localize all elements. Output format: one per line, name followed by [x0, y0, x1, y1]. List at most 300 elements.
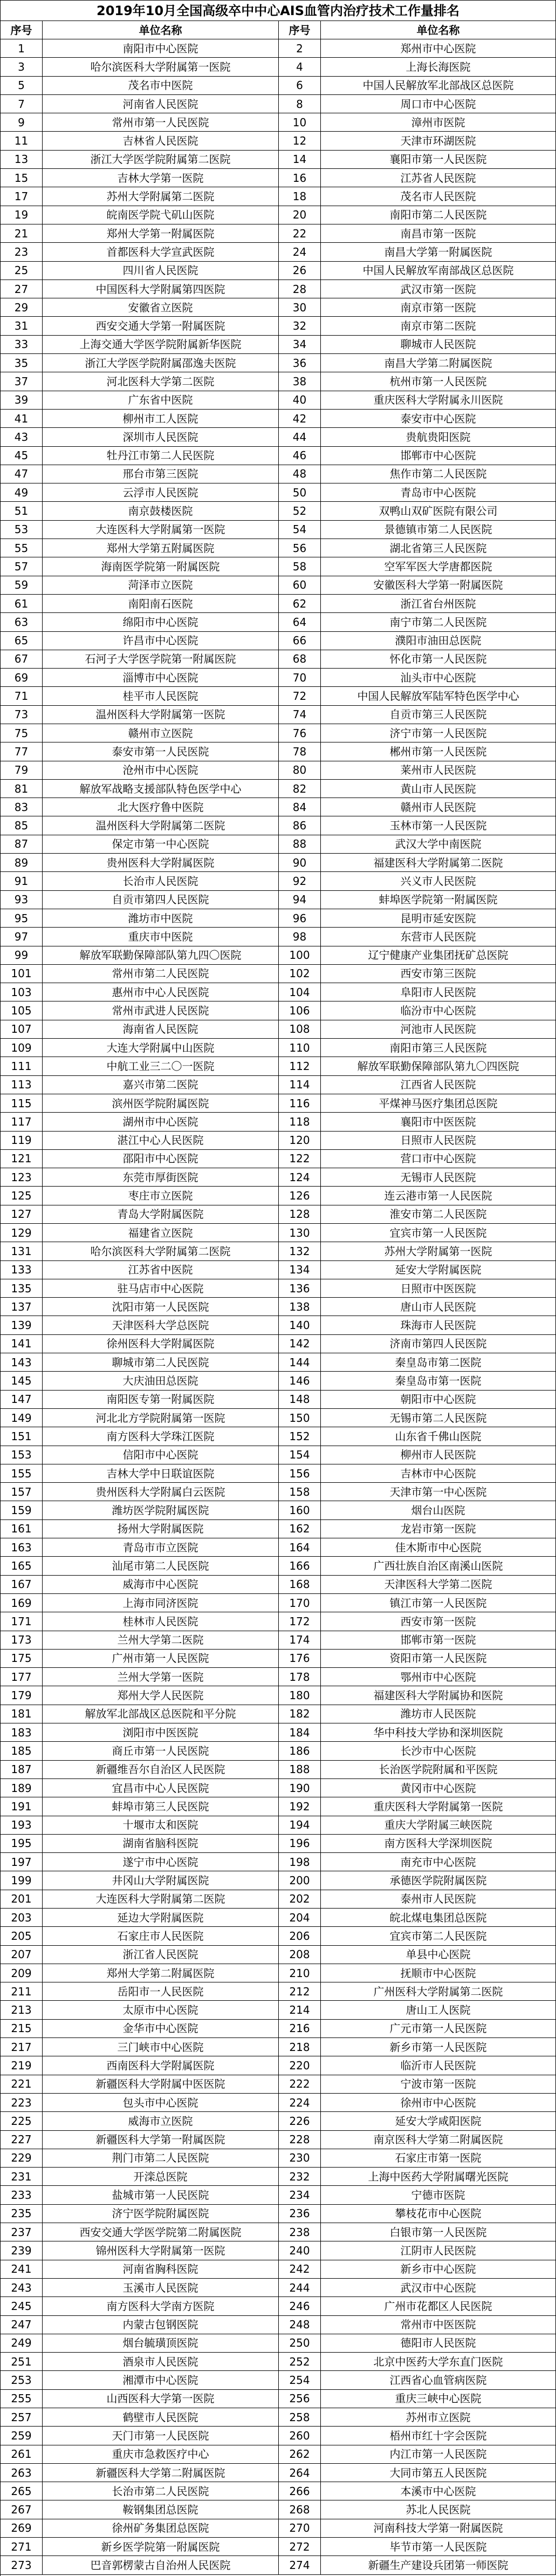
hospital-name-cell: 临汾市中心医院 [321, 1001, 556, 1020]
rank-cell: 29 [1, 298, 43, 317]
hospital-name-cell: 焦作市第二人民医院 [321, 465, 556, 483]
hospital-name-cell: 天津市环湖医院 [321, 132, 556, 150]
rank-cell: 254 [279, 2371, 321, 2389]
table-row [1, 1520, 556, 1538]
rank-cell: 207 [1, 1946, 43, 1964]
table-row [1, 1335, 556, 1353]
hospital-name-cell: 中国医科大学附属第四医院 [43, 280, 279, 298]
hospital-name-cell: 武汉市中心医院 [321, 2279, 556, 2297]
rank-cell: 108 [279, 1020, 321, 1039]
table-row [1, 224, 556, 243]
table-row [1, 891, 556, 909]
rank-cell: 77 [1, 742, 43, 761]
rank-cell: 153 [1, 1446, 43, 1464]
table-row [1, 95, 556, 113]
rank-cell: 49 [1, 483, 43, 502]
hospital-name-cell: 河北北方学院附属第一医院 [43, 1409, 279, 1427]
rank-cell: 194 [279, 1816, 321, 1835]
rank-cell: 53 [1, 521, 43, 539]
hospital-name-cell: 蚌埠市第三人民医院 [43, 1797, 279, 1816]
rank-cell: 12 [279, 132, 321, 150]
rank-cell: 14 [279, 151, 321, 169]
hospital-name-cell: 中国人民解放军北部战区总医院 [321, 77, 556, 95]
table-row [1, 650, 556, 669]
table-row [1, 2519, 556, 2538]
rank-cell: 20 [279, 206, 321, 224]
rank-cell: 185 [1, 1742, 43, 1760]
rank-cell: 59 [1, 576, 43, 595]
rank-cell: 62 [279, 595, 321, 613]
table-row [1, 2131, 556, 2149]
hospital-name-cell: 邢台市第三医院 [43, 465, 279, 483]
hospital-name-cell: 遂宁市中心医院 [43, 1853, 279, 1871]
rank-cell: 107 [1, 1020, 43, 1039]
table-row [1, 39, 556, 58]
rank-cell: 86 [279, 816, 321, 835]
rank-cell: 74 [279, 706, 321, 724]
rank-cell: 187 [1, 1761, 43, 1779]
rank-cell: 22 [279, 224, 321, 243]
hospital-name-cell: 日照市中医医院 [321, 1279, 556, 1298]
table-row [1, 1187, 556, 1205]
rank-cell: 13 [1, 151, 43, 169]
rank-cell: 223 [1, 2094, 43, 2112]
table-row [1, 1538, 556, 1557]
hospital-name-cell: 宜昌市中心人民医院 [43, 1779, 279, 1797]
hospital-name-cell: 宁波市第一医院 [321, 2075, 556, 2094]
hospital-name-cell: 井冈山大学附属医院 [43, 1871, 279, 1890]
rank-cell: 46 [279, 447, 321, 465]
rank-cell: 271 [1, 2538, 43, 2556]
table-row [1, 1168, 556, 1187]
hospital-name-cell: 新疆医科大学附属中医医院 [43, 2075, 279, 2094]
hospital-name-cell: 华中科技大学协和深圳医院 [321, 1723, 556, 1742]
hospital-name-cell: 天津医科大学总医院 [43, 1316, 279, 1334]
table-row [1, 1279, 556, 1298]
hospital-name-cell: 杭州市第一人民医院 [321, 372, 556, 391]
hospital-name-cell: 郑州大学第二附属医院 [43, 1964, 279, 1982]
table-row [1, 1224, 556, 1242]
hospital-name-cell: 南阳南石医院 [43, 595, 279, 613]
rank-cell: 115 [1, 1094, 43, 1113]
rank-cell: 264 [279, 2464, 321, 2482]
rank-cell: 132 [279, 1242, 321, 1260]
rank-cell: 183 [1, 1723, 43, 1742]
header-name-right: 单位名称 [321, 21, 556, 39]
hospital-name-cell: 兰州大学第二医院 [43, 1631, 279, 1650]
rank-cell: 88 [279, 835, 321, 854]
hospital-name-cell: 唐山工人医院 [321, 2001, 556, 2019]
table-row [1, 983, 556, 1001]
hospital-name-cell: 龙岩市第一医院 [321, 1520, 556, 1538]
table-row [1, 1557, 556, 1575]
hospital-name-cell: 重庆三峡中心医院 [321, 2390, 556, 2408]
rank-cell: 249 [1, 2334, 43, 2353]
table-row [1, 1946, 556, 1964]
hospital-name-cell: 包头市中心医院 [43, 2094, 279, 2112]
hospital-name-cell: 武汉大学中南医院 [321, 835, 556, 854]
rank-cell: 259 [1, 2427, 43, 2445]
hospital-name-cell: 云浮市人民医院 [43, 483, 279, 502]
hospital-name-cell: 重庆大学附属三峡医院 [321, 1816, 556, 1835]
table-row [1, 2316, 556, 2334]
hospital-name-cell: 常州市第二人民医院 [43, 965, 279, 983]
rank-cell: 23 [1, 243, 43, 261]
table-row [1, 2390, 556, 2408]
rank-cell: 139 [1, 1316, 43, 1334]
rank-cell: 67 [1, 650, 43, 669]
rank-cell: 92 [279, 872, 321, 890]
hospital-name-cell: 苏州大学附属第二医院 [43, 187, 279, 206]
hospital-name-cell: 徐州矿务集团总医院 [43, 2519, 279, 2538]
hospital-name-cell: 苏州市立医院 [321, 2408, 556, 2427]
hospital-name-cell: 景德镇市第二人民医院 [321, 521, 556, 539]
hospital-name-cell: 山西医科大学第一医院 [43, 2390, 279, 2408]
rank-cell: 52 [279, 502, 321, 520]
table-row [1, 539, 556, 557]
table-row [1, 1909, 556, 1927]
hospital-name-cell: 新乡市第一人民医院 [321, 2038, 556, 2056]
rank-cell: 215 [1, 2020, 43, 2038]
table-row [1, 1631, 556, 1650]
table-row [1, 354, 556, 372]
rank-cell: 100 [279, 946, 321, 965]
hospital-name-cell: 哈尔滨医科大学附属第二医院 [43, 1242, 279, 1260]
table-row [1, 872, 556, 890]
table-row [1, 2260, 556, 2279]
hospital-name-cell: 石河子大学医学院第一附属医院 [43, 650, 279, 669]
hospital-name-cell: 商丘市第一人民医院 [43, 1742, 279, 1760]
rank-cell: 176 [279, 1650, 321, 1668]
table-row [1, 2445, 556, 2464]
hospital-name-cell: 桂林市人民医院 [43, 1612, 279, 1631]
rank-cell: 69 [1, 669, 43, 687]
hospital-name-cell: 江西省心血管病医院 [321, 2371, 556, 2389]
hospital-name-cell: 佳木斯市中心医院 [321, 1538, 556, 1557]
hospital-name-cell: 兴义市人民医院 [321, 872, 556, 890]
rank-cell: 43 [1, 428, 43, 446]
rank-cell: 121 [1, 1150, 43, 1168]
hospital-name-cell: 天津医科大学第二医院 [321, 1576, 556, 1594]
hospital-name-cell: 茂名市中医院 [43, 77, 279, 95]
hospital-name-cell: 河南省人民医院 [43, 95, 279, 113]
rank-cell: 131 [1, 1242, 43, 1260]
table-row [1, 946, 556, 965]
table-row [1, 1483, 556, 1501]
table-row [1, 1020, 556, 1039]
hospital-name-cell: 嘉兴市第二医院 [43, 1076, 279, 1094]
hospital-name-cell: 江苏省中医院 [43, 1261, 279, 1279]
rank-cell: 201 [1, 1890, 43, 1909]
rank-cell: 246 [279, 2297, 321, 2315]
hospital-name-cell: 宁德市医院 [321, 2186, 556, 2204]
rank-cell: 10 [279, 113, 321, 132]
hospital-name-cell: 赣州市立医院 [43, 724, 279, 742]
hospital-name-cell: 鹤壁市人民医院 [43, 2408, 279, 2427]
rank-cell: 65 [1, 632, 43, 650]
rank-cell: 63 [1, 613, 43, 631]
hospital-name-cell: 山东省千佛山医院 [321, 1427, 556, 1446]
rank-cell: 262 [279, 2445, 321, 2464]
hospital-name-cell: 金华市中心医院 [43, 2020, 279, 2038]
hospital-name-cell: 沧州市中心医院 [43, 761, 279, 780]
table-row [1, 2094, 556, 2112]
hospital-name-cell: 吉林省人民医院 [43, 132, 279, 150]
hospital-name-cell: 皖北煤电集团总医院 [321, 1909, 556, 1927]
rank-cell: 210 [279, 1964, 321, 1982]
hospital-name-cell: 连云港市第一人民医院 [321, 1187, 556, 1205]
rank-cell: 101 [1, 965, 43, 983]
rank-cell: 144 [279, 1353, 321, 1372]
hospital-name-cell: 青岛市中心医院 [321, 483, 556, 502]
table-row [1, 465, 556, 483]
hospital-name-cell: 营口市中心医院 [321, 1150, 556, 1168]
hospital-name-cell: 郑州大学第一附属医院 [43, 224, 279, 243]
hospital-name-cell: 本溪市中心医院 [321, 2482, 556, 2500]
rank-cell: 274 [279, 2556, 321, 2574]
rank-cell: 57 [1, 557, 43, 576]
table-row [1, 1150, 556, 1168]
hospital-name-cell: 安徽省立医院 [43, 298, 279, 317]
table-row [1, 1742, 556, 1760]
table-row [1, 724, 556, 742]
rank-cell: 39 [1, 391, 43, 410]
hospital-name-cell: 郴州市第一人民医院 [321, 742, 556, 761]
hospital-name-cell: 海南医学院第一附属医院 [43, 557, 279, 576]
rank-cell: 218 [279, 2038, 321, 2056]
hospital-name-cell: 汕尾市第二人民医院 [43, 1557, 279, 1575]
rank-cell: 258 [279, 2408, 321, 2427]
table-row [1, 576, 556, 595]
table-row [1, 2408, 556, 2427]
hospital-name-cell: 石家庄市人民医院 [43, 1927, 279, 1945]
hospital-name-cell: 空军军医大学唐都医院 [321, 557, 556, 576]
rank-cell: 76 [279, 724, 321, 742]
hospital-name-cell: 双鸭山双矿医院有限公司 [321, 502, 556, 520]
table-row [1, 1094, 556, 1113]
hospital-name-cell: 河南省胸科医院 [43, 2260, 279, 2279]
hospital-name-cell: 聊城市人民医院 [321, 336, 556, 354]
hospital-name-cell: 郑州大学人民医院 [43, 1686, 279, 1705]
hospital-name-cell: 延安大学咸阳医院 [321, 2112, 556, 2130]
hospital-name-cell: 重庆市中医院 [43, 928, 279, 946]
rank-cell: 145 [1, 1372, 43, 1390]
table-row [1, 1353, 556, 1372]
hospital-name-cell: 大连大学附属中山医院 [43, 1039, 279, 1057]
rank-cell: 266 [279, 2482, 321, 2500]
hospital-name-cell: 济宁市第一人民医院 [321, 724, 556, 742]
rank-cell: 31 [1, 317, 43, 335]
rank-cell: 73 [1, 706, 43, 724]
rank-cell: 267 [1, 2500, 43, 2519]
rank-cell: 135 [1, 1279, 43, 1298]
hospital-name-cell: 秦皇岛市第二医院 [321, 1353, 556, 1372]
hospital-name-cell: 郑州市中心医院 [321, 39, 556, 58]
rank-cell: 213 [1, 2001, 43, 2019]
table-row [1, 1723, 556, 1742]
table-row [1, 2223, 556, 2241]
hospital-name-cell: 济南市第四人民医院 [321, 1335, 556, 1353]
hospital-name-cell: 广东省中医院 [43, 391, 279, 410]
table-row [1, 557, 556, 576]
rank-cell: 169 [1, 1594, 43, 1612]
rank-cell: 204 [279, 1909, 321, 1927]
table-row [1, 2205, 556, 2223]
rank-cell: 90 [279, 854, 321, 872]
table-row [1, 113, 556, 132]
hospital-name-cell: 邯郸市第一医院 [321, 1631, 556, 1650]
rank-cell: 203 [1, 1909, 43, 1927]
rank-cell: 70 [279, 669, 321, 687]
rank-cell: 256 [279, 2390, 321, 2408]
hospital-name-cell: 南阳市第三人民医院 [321, 1039, 556, 1057]
rank-cell: 38 [279, 372, 321, 391]
table-row [1, 2353, 556, 2371]
hospital-name-cell: 梧州市红十字会医院 [321, 2427, 556, 2445]
hospital-name-cell: 镇江市第一人民医院 [321, 1594, 556, 1612]
rank-cell: 226 [279, 2112, 321, 2130]
table-row [1, 1964, 556, 1982]
hospital-name-cell: 湘潭市中心医院 [43, 2371, 279, 2389]
hospital-name-cell: 秦皇岛市第一医院 [321, 1372, 556, 1390]
rank-cell: 3 [1, 58, 43, 76]
rank-cell: 42 [279, 410, 321, 428]
rank-cell: 269 [1, 2519, 43, 2538]
rank-cell: 105 [1, 1001, 43, 1020]
rank-cell: 6 [279, 77, 321, 95]
table-row [1, 761, 556, 780]
table-row [1, 2482, 556, 2500]
hospital-name-cell: 延安大学附属医院 [321, 1261, 556, 1279]
hospital-name-cell: 南昌大学第一附属医院 [321, 243, 556, 261]
hospital-name-cell: 湖北省第三人民医院 [321, 539, 556, 557]
rank-cell: 180 [279, 1686, 321, 1705]
rank-cell: 138 [279, 1298, 321, 1316]
table-row [1, 2038, 556, 2056]
rank-cell: 237 [1, 2223, 43, 2241]
hospital-name-cell: 延边大学附属医院 [43, 1909, 279, 1927]
rank-cell: 54 [279, 521, 321, 539]
hospital-name-cell: 开滦总医院 [43, 2168, 279, 2186]
rank-cell: 232 [279, 2168, 321, 2186]
rank-cell: 252 [279, 2353, 321, 2371]
hospital-name-cell: 烟台毓璜顶医院 [43, 2334, 279, 2353]
rank-cell: 251 [1, 2353, 43, 2371]
rank-cell: 18 [279, 187, 321, 206]
hospital-name-cell: 长治医学院附属和平医院 [321, 1761, 556, 1779]
hospital-name-cell: 兰州大学第一医院 [43, 1668, 279, 1686]
hospital-name-cell: 贵航贵阳医院 [321, 428, 556, 446]
rank-cell: 61 [1, 595, 43, 613]
rank-cell: 2 [279, 39, 321, 58]
rank-cell: 178 [279, 1668, 321, 1686]
hospital-name-cell: 白银市第一人民医院 [321, 2223, 556, 2241]
hospital-name-cell: 威海市立医院 [43, 2112, 279, 2130]
hospital-name-cell: 济宁医学院附属医院 [43, 2205, 279, 2223]
table-row [1, 2500, 556, 2519]
rank-cell: 268 [279, 2500, 321, 2519]
table-row [1, 687, 556, 705]
rank-cell: 89 [1, 854, 43, 872]
hospital-name-cell: 广州医科大学附属第二医院 [321, 1982, 556, 2001]
table-row [1, 2464, 556, 2482]
rank-cell: 97 [1, 928, 43, 946]
hospital-name-cell: 巴音郭楞蒙古自治州人民医院 [43, 2556, 279, 2574]
hospital-name-cell: 黄山市人民医院 [321, 780, 556, 798]
hospital-name-cell: 海南省人民医院 [43, 1020, 279, 1039]
rank-cell: 248 [279, 2316, 321, 2334]
rank-cell: 24 [279, 243, 321, 261]
table-row [1, 1501, 556, 1519]
hospital-name-cell: 泰州市人民医院 [321, 1890, 556, 1909]
rank-cell: 51 [1, 502, 43, 520]
rank-cell: 26 [279, 262, 321, 280]
hospital-name-cell: 聊城市第二人民医院 [43, 1353, 279, 1372]
hospital-name-cell: 信阳市中心医院 [43, 1446, 279, 1464]
rank-cell: 30 [279, 298, 321, 317]
hospital-name-cell: 菏泽市立医院 [43, 576, 279, 595]
hospital-name-cell: 大同市第五人民医院 [321, 2464, 556, 2482]
rank-cell: 99 [1, 946, 43, 965]
hospital-name-cell: 天门市第一人民医院 [43, 2427, 279, 2445]
rank-cell: 257 [1, 2408, 43, 2427]
rank-cell: 193 [1, 1816, 43, 1835]
rank-cell: 37 [1, 372, 43, 391]
table-row [1, 2279, 556, 2297]
table-row [1, 372, 556, 391]
rank-cell: 87 [1, 835, 43, 854]
hospital-name-cell: 上海交通大学医学院附属新华医院 [43, 336, 279, 354]
rank-cell: 126 [279, 1187, 321, 1205]
rank-cell: 229 [1, 2149, 43, 2168]
hospital-name-cell: 徐州医科大学附属医院 [43, 1335, 279, 1353]
table-row [1, 1298, 556, 1316]
hospital-name-cell: 盐城市第一人民医院 [43, 2186, 279, 2204]
hospital-name-cell: 西安市第三医院 [321, 965, 556, 983]
hospital-name-cell: 大庆油田总医院 [43, 1372, 279, 1390]
rank-cell: 143 [1, 1353, 43, 1372]
rank-cell: 190 [279, 1779, 321, 1797]
rank-cell: 227 [1, 2131, 43, 2149]
rank-cell: 117 [1, 1113, 43, 1131]
hospital-name-cell: 茂名市人民医院 [321, 187, 556, 206]
rank-cell: 36 [279, 354, 321, 372]
rank-cell: 230 [279, 2149, 321, 2168]
rank-cell: 189 [1, 1779, 43, 1797]
rank-cell: 110 [279, 1039, 321, 1057]
hospital-name-cell: 威海市中心医院 [43, 1576, 279, 1594]
rank-cell: 71 [1, 687, 43, 705]
table-row [1, 1668, 556, 1686]
table-row [1, 780, 556, 798]
hospital-name-cell: 保定市第一中心医院 [43, 835, 279, 854]
hospital-name-cell: 怀化市第一人民医院 [321, 650, 556, 669]
rank-cell: 8 [279, 95, 321, 113]
hospital-name-cell: 柳州市工人医院 [43, 410, 279, 428]
table-row [1, 1446, 556, 1464]
rank-cell: 119 [1, 1132, 43, 1150]
rank-cell: 34 [279, 336, 321, 354]
table-row [1, 1982, 556, 2001]
hospital-name-cell: 莱州市人民医院 [321, 761, 556, 780]
rank-cell: 172 [279, 1612, 321, 1631]
hospital-name-cell: 赣州市人民医院 [321, 798, 556, 816]
hospital-name-cell: 湖州市中心医院 [43, 1113, 279, 1131]
hospital-name-cell: 哈尔滨医科大学附属第一医院 [43, 58, 279, 76]
rank-cell: 250 [279, 2334, 321, 2353]
table-row [1, 521, 556, 539]
rank-cell: 182 [279, 1705, 321, 1723]
